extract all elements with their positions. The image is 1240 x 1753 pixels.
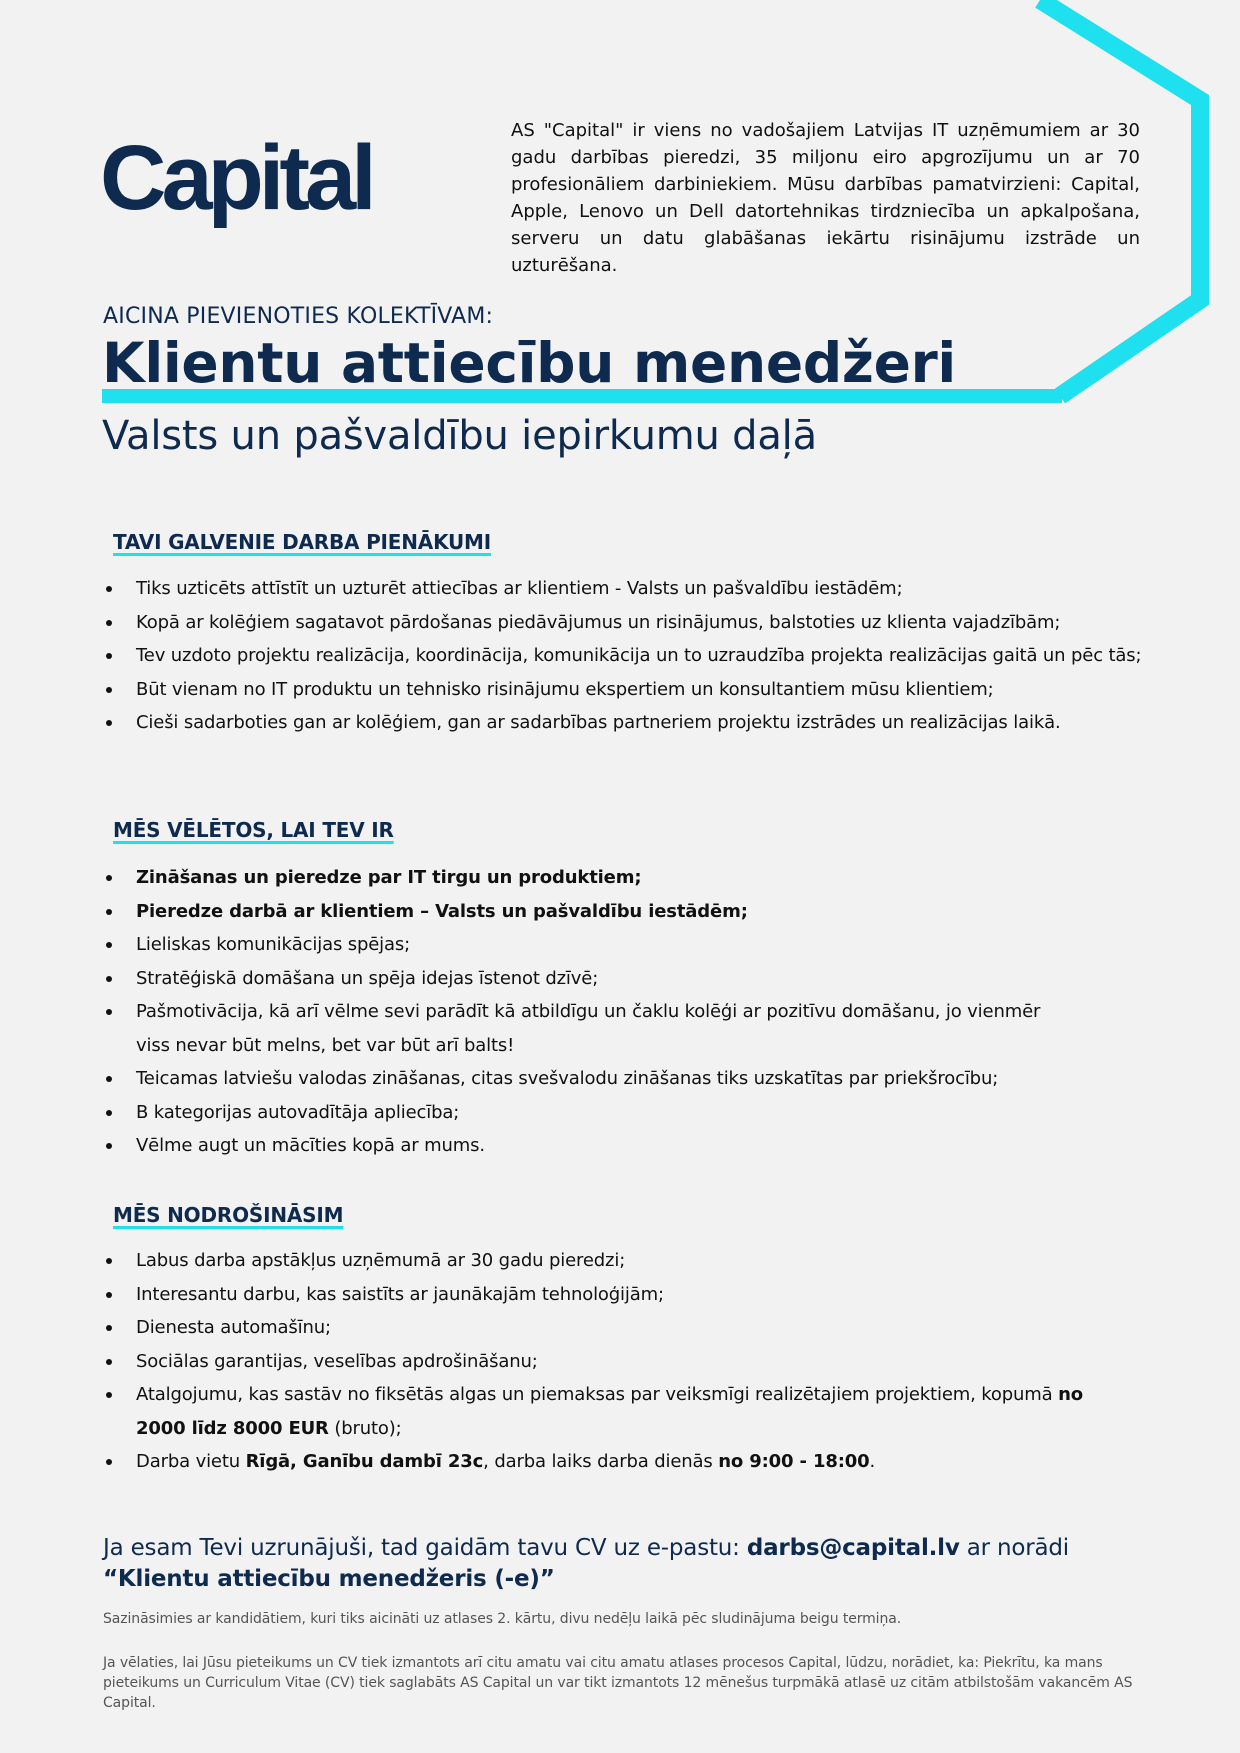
duties-list xyxy=(103,572,1223,740)
list-item: Pašmotivācija, kā arī vēlme sevi parādīt kā atbildīgu un čaklu kolēģi ar pozitīvu domāšanu, jo vienmēr viss nevar būt melns, bet var būt arī balts! xyxy=(103,995,1071,1062)
hours-text: , darba laiks darba dienās xyxy=(483,1451,719,1472)
location-text: Darba vietu xyxy=(136,1451,246,1472)
list-item: Interesantu darbu, kas saistīts ar jaunākajām tehnoloģijām; xyxy=(103,1278,1223,1312)
cta-block xyxy=(103,1533,1203,1595)
requirements-heading: MĒS VĒLĒTOS, LAI TEV IR xyxy=(113,818,394,842)
job-subtitle: Valsts un pašvaldību iepirkumu daļā xyxy=(102,413,817,459)
list-item: B kategorijas autovadītāja apliecība; xyxy=(103,1096,1223,1130)
list-item: Labus darba apstākļus uzņēmumā ar 30 gadu pieredzi; xyxy=(103,1244,1223,1278)
list-item: Tiks uzticēts attīstīt un uzturēt attiecības ar klientiem - Valsts un pašvaldību iestādēm; xyxy=(103,572,1223,606)
email-link[interactable]: darbs@capital.lv xyxy=(746,1535,960,1561)
work-address: Rīgā, Ganību dambī 23c xyxy=(245,1451,484,1472)
list-item-location xyxy=(103,1445,1223,1479)
footer-note: Sazināsimies ar kandidātiem, kuri tiks aicināti uz atlases 2. kārtu, divu nedēļu laikā pēc sludinājuma beigu termiņa. xyxy=(103,1611,902,1627)
company-intro: AS "Capital" ir viens no vadošajiem Latvijas IT uzņēmumiem ar 30 gadu darbības pieredzi, 35 miljonu eiro apgrozījumu un ar 70 profesionāliem darbiniekiem. Mūsu darbības pamatvirzieni: Capital, Apple, Lenovo un Dell datortehnikas tirdzniecība un apkalpošana, serveru un datu glabāšanas iekārtu risinājumu izstrāde un uzturēšana. xyxy=(511,120,1140,276)
invite-label: AICINA PIEVIENOTIES KOLEKTĪVAM: xyxy=(103,304,494,329)
list-item: Dienesta automašīnu; xyxy=(103,1311,1223,1345)
salary-text: Atalgojumu, kas sastāv no fiksētās algas un piemaksas par veiksmīgi realizētajiem projektiem, kopumā xyxy=(136,1384,1059,1405)
list-item: Teicamas latviešu valodas zināšanas, citas svešvalodu zināšanas tiks uzskatītas par priekšrocību; xyxy=(103,1062,1223,1096)
work-hours: no 9:00 - 18:00 xyxy=(718,1451,870,1472)
cta-reference: “Klientu attiecību menedžeris (-e)” xyxy=(103,1566,555,1592)
list-item: Sociālas garantijas, veselības apdrošināšanu; xyxy=(103,1345,1223,1379)
list-item: Būt vienam no IT produktu un tehnisko risinājumu ekspertiem un konsultantiem mūsu klientiem; xyxy=(103,673,1223,707)
capital-logo: Capital xyxy=(100,127,372,229)
salary-amount: no 2000 līdz 8000 EUR xyxy=(136,1384,1084,1439)
cta-text-end: ar norādi xyxy=(959,1535,1070,1561)
footer-consent: Ja vēlaties, lai Jūsu pieteikums un CV tiek izmantots arī citu amatu vai citu amatu atlases procesos Capital, lūdzu, norādiet, ka: Piekrītu, ka mans pieteikums un Curriculum Vitae (CV) tiek saglabāts AS Capital un var tikt izmantots 12 mēnešus turpmākā atlasē uz citām atbilstošām vakancēm AS Capital. xyxy=(103,1655,1133,1711)
list-item: Tev uzdoto projektu realizācija, koordinācija, komunikācija un to uzraudzība projekta realizācijas gaitā un pēc tās; xyxy=(103,639,1171,673)
cta-text: Ja esam Tevi uzrunājuši, tad gaidām tavu CV uz e-pastu: xyxy=(103,1535,747,1561)
list-item: Lieliskas komunikācijas spējas; xyxy=(103,928,1223,962)
duties-heading: TAVI GALVENIE DARBA PIENĀKUMI xyxy=(113,530,491,554)
list-item: Cieši sadarboties gan ar kolēģiem, gan ar sadarbības partneriem projektu izstrādes un realizācijas laikā. xyxy=(103,706,1223,740)
list-item: Kopā ar kolēģiem sagatavot pārdošanas piedāvājumus un risinājumus, balstoties uz klienta vajadzībām; xyxy=(103,606,1223,640)
requirements-list xyxy=(103,861,1223,1163)
location-end: . xyxy=(869,1451,876,1472)
salary-suffix: (bruto); xyxy=(328,1417,402,1439)
list-item: Zināšanas un pieredze par IT tirgu un produktiem; xyxy=(103,861,1223,895)
list-item: Stratēģiskā domāšana un spēja idejas īstenot dzīvē; xyxy=(103,962,1223,996)
list-item-salary xyxy=(103,1378,1136,1445)
list-item: Pieredze darbā ar klientiem – Valsts un pašvaldību iestādēm; xyxy=(103,895,1223,929)
list-item: Vēlme augt un mācīties kopā ar mums. xyxy=(103,1129,1223,1163)
benefits-list xyxy=(103,1244,1223,1479)
benefits-heading: MĒS NODROŠINĀSIM xyxy=(113,1203,344,1227)
job-title: Klientu attiecību menedžeri xyxy=(102,331,956,395)
